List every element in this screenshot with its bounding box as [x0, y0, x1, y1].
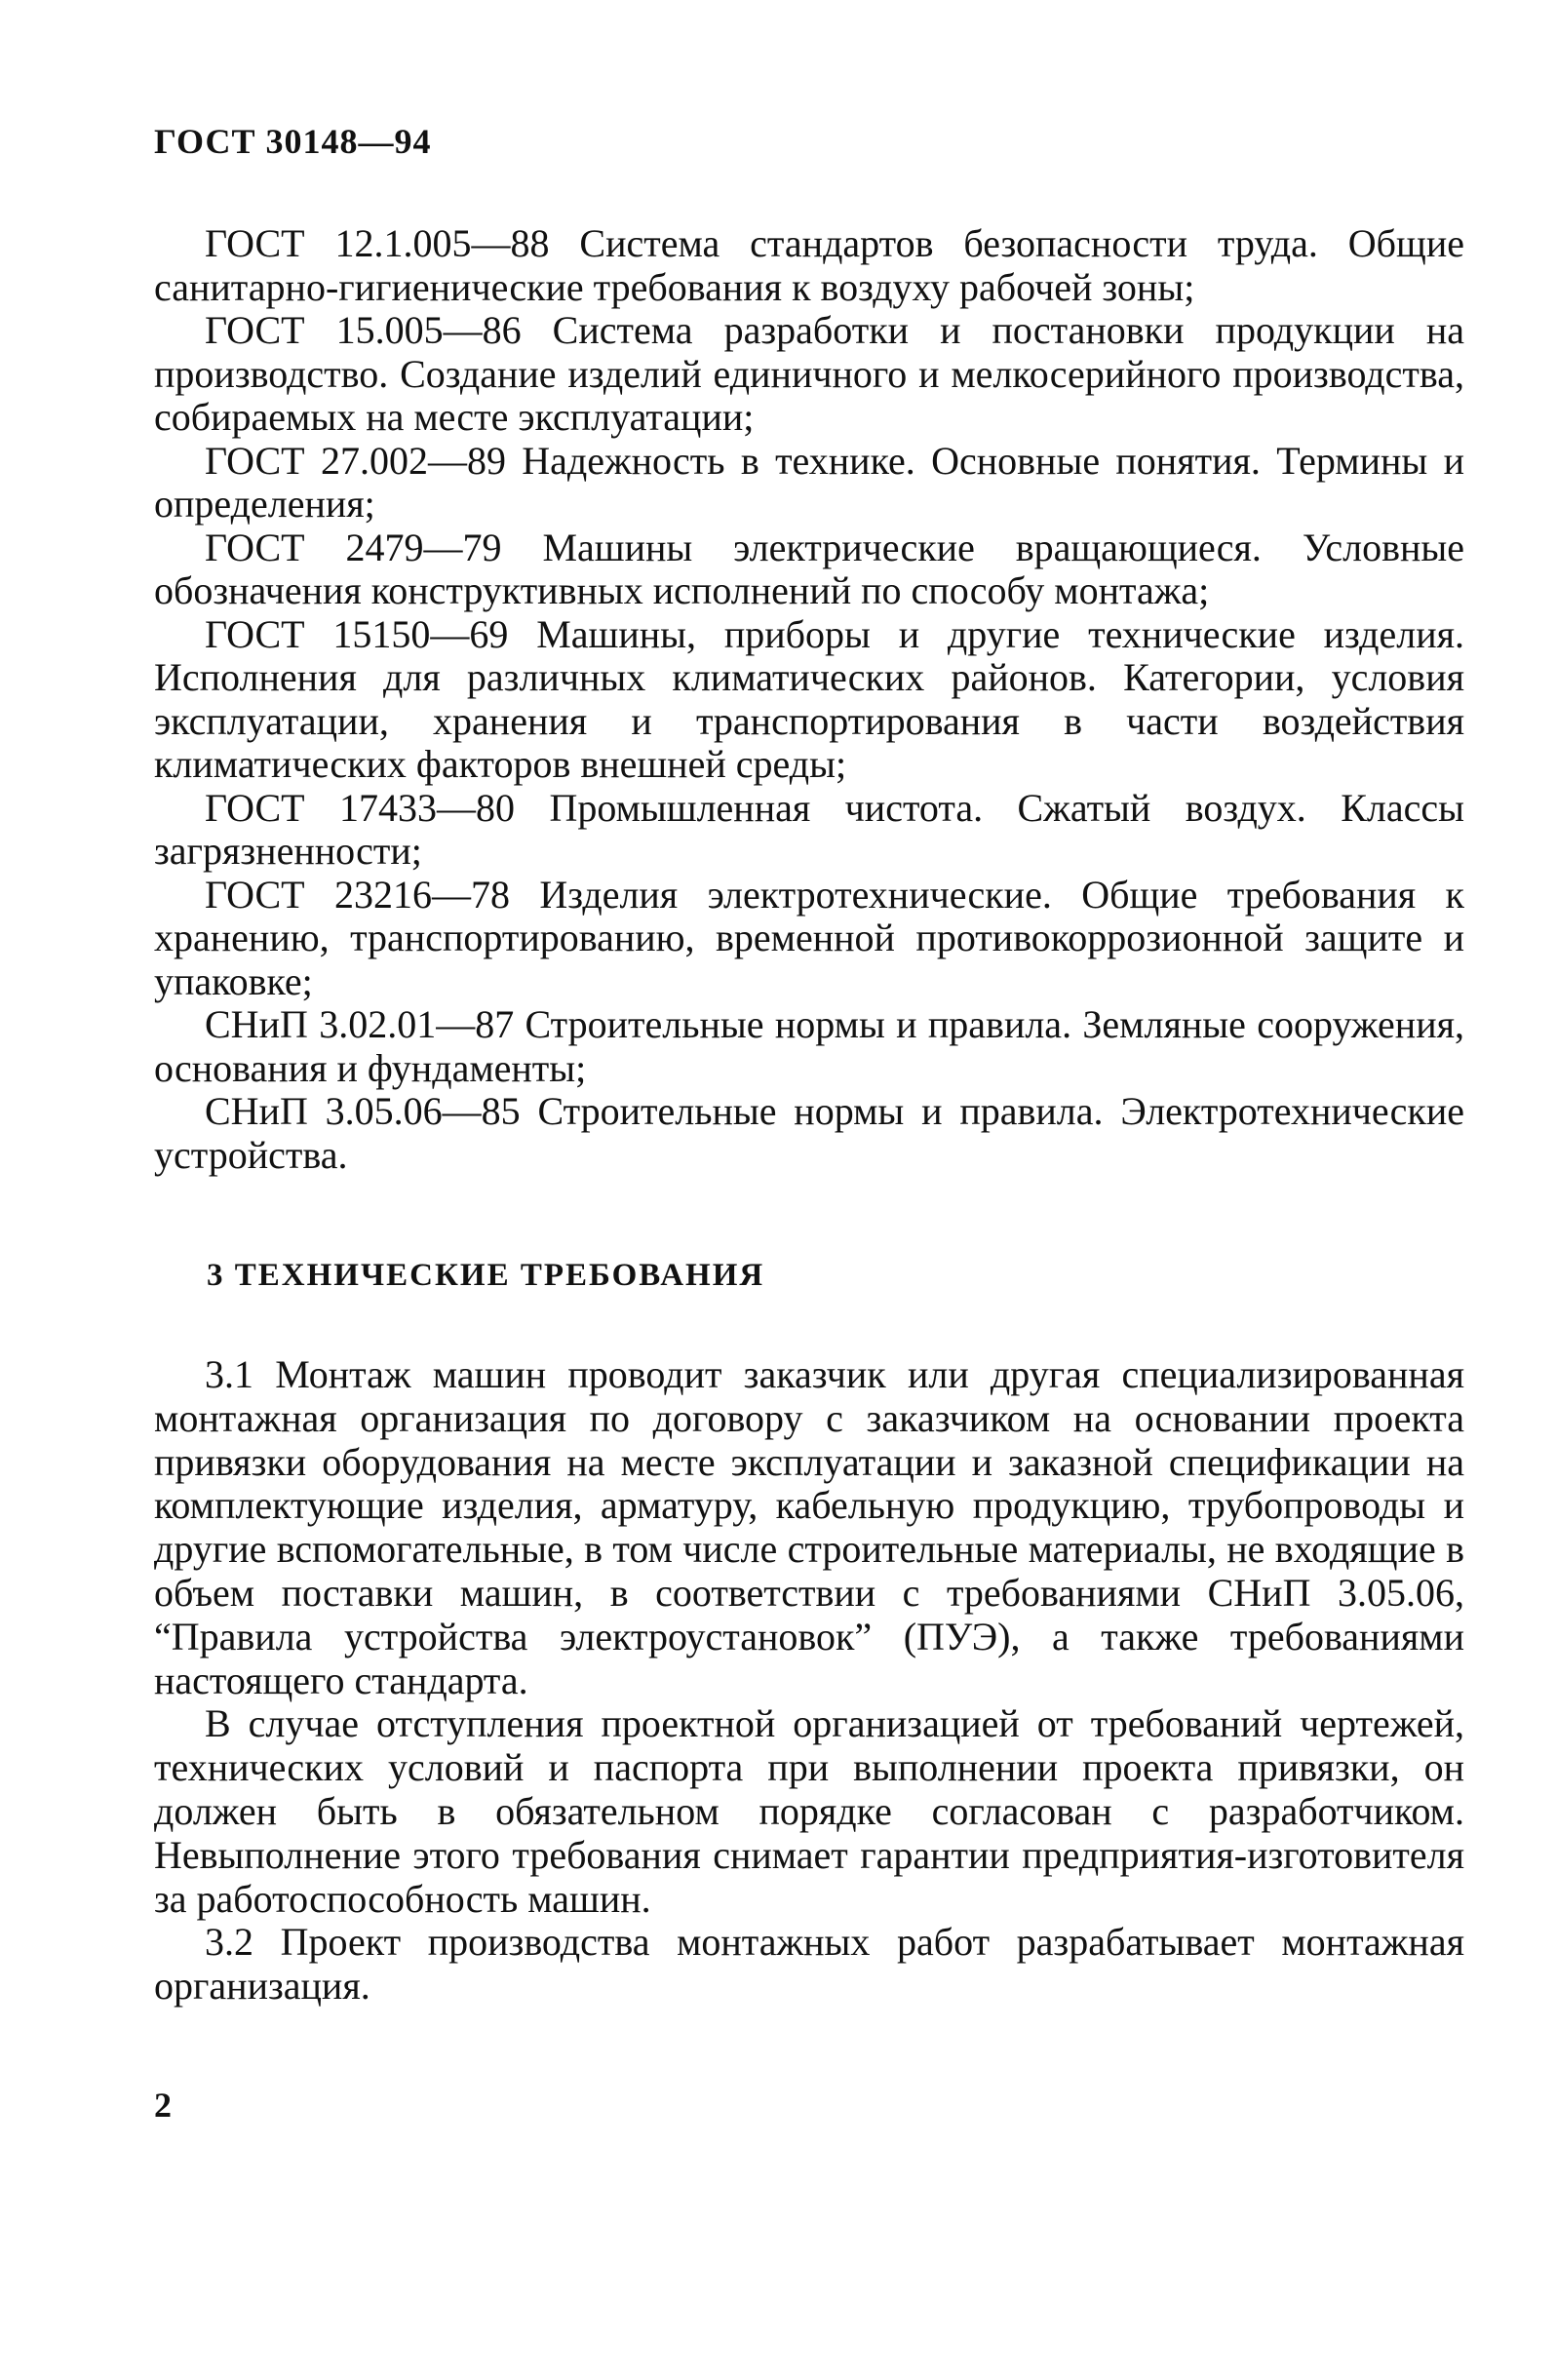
paragraph-3-1: 3.1 Монтаж машин проводит заказчик или другая специализированная монтажная организация по договору с заказчиком на основании проекта привязки оборудования на месте эксплуатации и заказной спецификации на комплектующие изделия, арматуру, кабельную продукцию, трубопроводы и другие вспомогательные, в том числе строительные материалы, не входящие в объем поставки машин, в соответствии с требованиями СНиП 3.05.06, “Правила устройства электроустановок” (ПУЭ), а также требованиями настоящего стандарта.	[154, 1352, 1464, 1702]
paragraph-deviation: В случае отступления проектной организацией от требований чертежей, технических условий и паспорта при выполнении проекта привязки, он должен быть в обязательном порядке согласован с разработчиком. Невыполнение этого требования снимает гарантии предприятия-изготовителя за работоспособность машин.	[154, 1701, 1464, 1921]
paragraph-3-2: 3.2 Проект производства монтажных работ разрабатывает монтажная организация.	[154, 1920, 1464, 2009]
normative-references-list	[154, 222, 1464, 1177]
page-number: 2	[154, 2086, 172, 2125]
section-body	[154, 1353, 1464, 2009]
document-header: ГОСТ 30148—94	[154, 122, 432, 161]
reference-item: ГОСТ 27.002—89 Надежность в технике. Основные понятия. Термины и определения;	[154, 438, 1464, 526]
reference-item: ГОСТ 17433—80 Промышленная чистота. Сжатый воздух. Классы загрязненности;	[154, 785, 1464, 873]
reference-item: СНиП 3.05.06—85 Строительные нормы и правила. Электротехнические устройства.	[154, 1089, 1464, 1177]
reference-item: ГОСТ 12.1.005—88 Система стандартов безопасности труда. Общие санитарно-гигиенические требования к воздуху рабочей зоны;	[154, 221, 1464, 309]
reference-item: ГОСТ 23216—78 Изделия электротехнические. Общие требования к хранению, транспортированию, временной противокоррозионной защите и упаковке;	[154, 872, 1464, 1003]
reference-item: ГОСТ 15150—69 Машины, приборы и другие технические изделия. Исполнения для различных климатических районов. Категории, условия эксплуатации, хранения и транспортирования в части воздействия климатических факторов внешней среды;	[154, 611, 1464, 786]
section-title: 3 ТЕХНИЧЕСКИЕ ТРЕБОВАНИЯ	[207, 1258, 765, 1293]
reference-item: ГОСТ 15.005—86 Система разработки и постановки продукции на производство. Создание изделий единичного и мелкосерийного производства, собираемых на месте эксплуатации;	[154, 308, 1464, 439]
reference-item: ГОСТ 2479—79 Машины электрические вращающиеся. Условные обозначения конструктивных исполнений по способу монтажа;	[154, 525, 1464, 612]
reference-item: СНиП 3.02.01—87 Строительные нормы и правила. Земляные сооружения, основания и фундаменты;	[154, 1002, 1464, 1090]
